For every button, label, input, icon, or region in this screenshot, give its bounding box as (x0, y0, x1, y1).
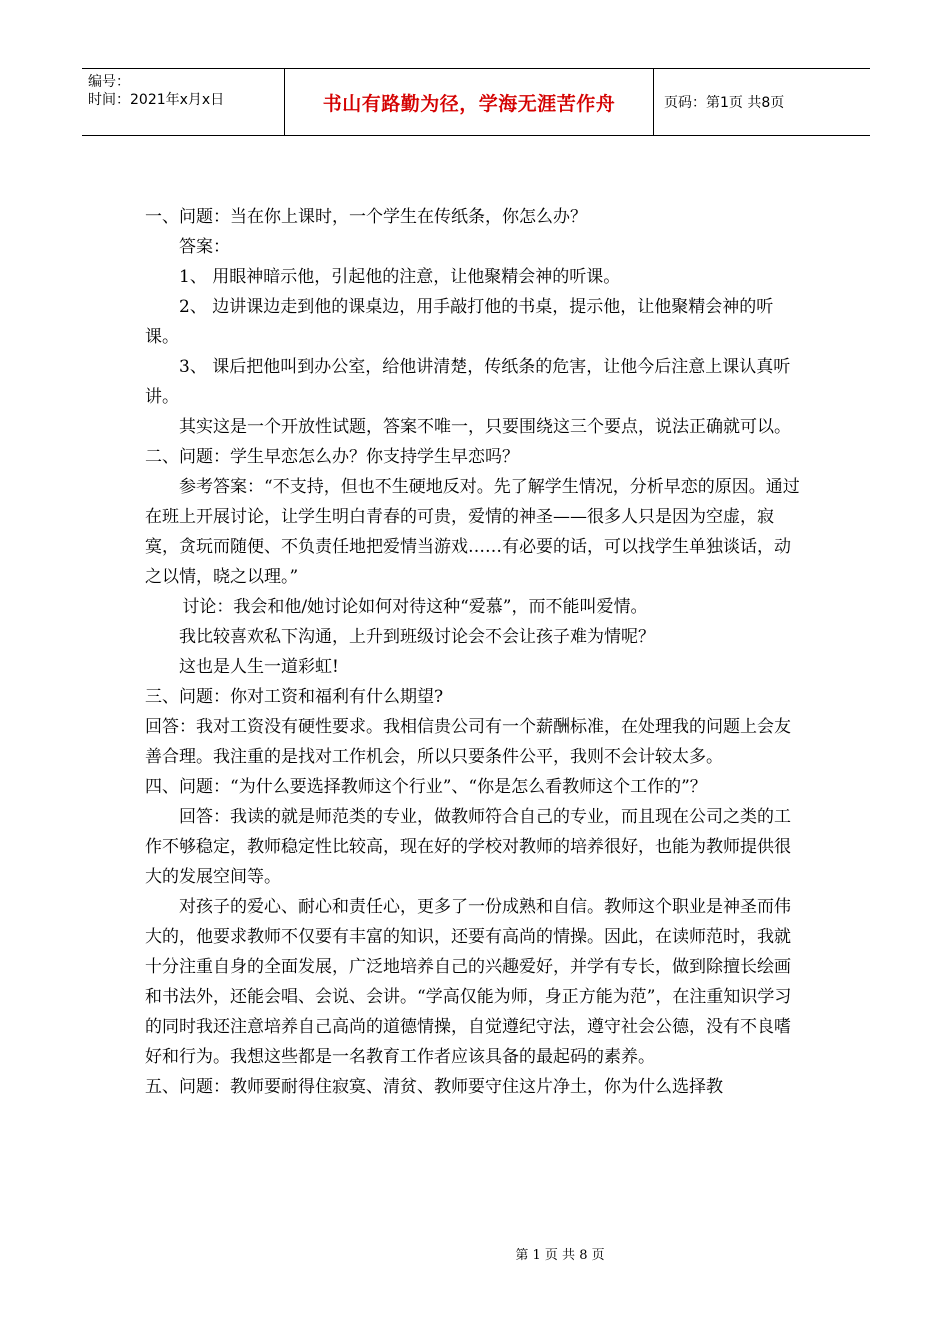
header-motto: 书山有路勤为径，学海无涯苦作舟 (322, 92, 616, 115)
paragraph: 其实这是一个开放性试题，答案不唯一，只要围绕这三个要点，说法正确就可以。 (179, 417, 791, 437)
page-header (82, 68, 870, 136)
paragraph: 一、问题：当在你上课时，一个学生在传纸条，你怎么办？ (145, 207, 587, 227)
paragraph: 2、 边讲课边走到他的课桌边，用手敲打他的书桌，提示他，让他聚精会神的听课。 (145, 297, 774, 347)
paragraph: 参考答案：“不支持，但也不生硬地反对。先了解学生情况，分析早恋的原因。通过在班上开展讨论，让学生明白青春的可贵，爱情的神圣——很多人只是因为空虚，寂寞，贪玩而随便、不负责任地把爱情当游戏……有必要的话，可以找学生单独谈话，动之以情，晓之以理。” (145, 477, 800, 587)
paragraph: 这也是人生一道彩虹! (179, 657, 339, 677)
header-meta (82, 69, 284, 135)
paragraph: 讨论：我会和他/她讨论如何对待这种“爱慕”，而不能叫爱情。 (182, 597, 648, 617)
paragraph: 二、问题：学生早恋怎么办？你支持学生早恋吗？ (145, 447, 519, 467)
paragraph: 3、 课后把他叫到办公室，给他讲清楚，传纸条的危害，让他今后注意上课认真听讲。 (145, 357, 791, 407)
header-motto-cell (284, 69, 654, 135)
paragraph: 我比较喜欢私下沟通，上升到班级讨论会不会让孩子难为情呢？ (179, 627, 655, 647)
paragraph: 五、问题：教师要耐得住寂寞、清贫、教师要守住这片净土，你为什么选择教 (145, 1077, 723, 1097)
document-body (145, 202, 805, 1102)
footer-page-number: 第 1 页 共 8 页 (515, 1248, 605, 1263)
paragraph: 回答：我读的就是师范类的专业，做教师符合自己的专业，而且现在公司之类的工作不够稳定，教师稳定性比较高，现在好的学校对教师的培养很好，也能为教师提供很大的发展空间等。 (145, 807, 791, 887)
paragraph: 1、 用眼神暗示他，引起他的注意，让他聚精会神的听课。 (179, 267, 621, 287)
header-page-info: 页码：第1页 共8页 (664, 95, 785, 111)
paragraph: 答案： (179, 237, 230, 257)
paragraph: 回答：我对工资没有硬性要求。我相信贵公司有一个薪酬标准，在处理我的问题上会友善合理。我注重的是找对工作机会，所以只要条件公平，我则不会计较太多。 (145, 717, 791, 767)
code-label: 编号： (88, 74, 130, 90)
paragraph: 四、问题：“为什么要选择教师这个行业”、“你是怎么看教师这个工作的”？ (145, 777, 707, 797)
page-footer (0, 1244, 950, 1263)
paragraph: 三、问题：你对工资和福利有什么期望? (145, 687, 444, 707)
date-label: 时间：2021年x月x日 (88, 92, 225, 108)
paragraph: 对孩子的爱心、耐心和责任心，更多了一份成熟和自信。教师这个职业是神圣而伟大的，他要求教师不仅要有丰富的知识，还要有高尚的情操。因此，在读师范时，我就十分注重自身的全面发展，广泛地培养自己的兴趣爱好，并学有专长，做到除擅长绘画和书法外，还能会唱、会说、会讲。“学高仅能为师，身正方能为范”，在注重知识学习的同时我还注意培养自己高尚的道德情操，自觉遵纪守法，遵守社会公德，没有不良嗜好和行为。我想这些都是一名教育工作者应该具备的最起码的素养。 (145, 897, 792, 1067)
